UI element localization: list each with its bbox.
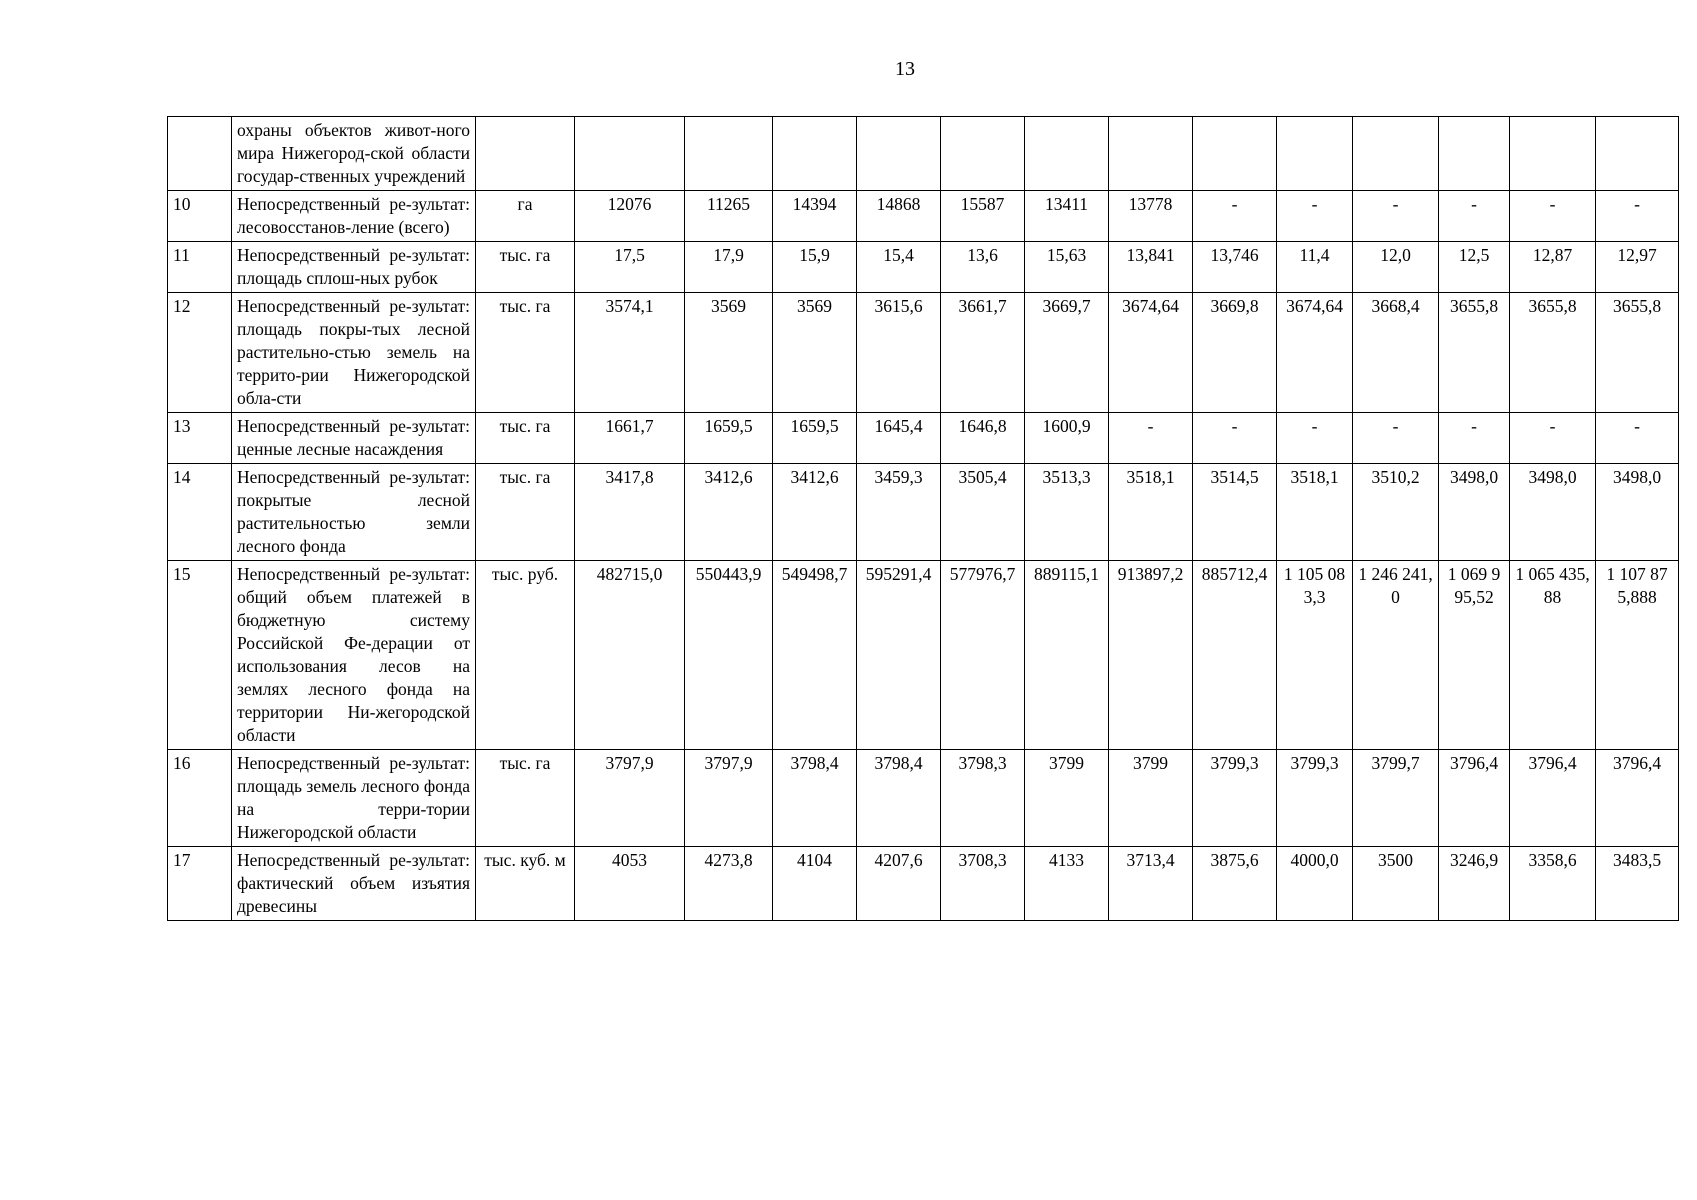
table-row [168,464,1679,561]
value-cell: 13,746 [1193,242,1277,293]
row-number-cell: 16 [168,750,232,847]
value-cell: 3510,2 [1353,464,1439,561]
value-cell: - [1193,191,1277,242]
value-cell: 3498,0 [1510,464,1596,561]
value-cell: 1659,5 [685,413,773,464]
value-cell: 12,0 [1353,242,1439,293]
value-cell: - [1596,413,1679,464]
value-cell: 577976,7 [941,561,1025,750]
value-cell: 3797,9 [575,750,685,847]
value-cell: 1659,5 [773,413,857,464]
value-cell: 1 069 995,52 [1439,561,1510,750]
value-cell: 3799 [1109,750,1193,847]
indicator-name-cell: охраны объектов живот-ного мира Нижегород-ской области государ-ственных учреждений [232,117,476,191]
indicator-name-cell: Непосредственный ре-зультат: ценные лесные насаждения [232,413,476,464]
value-cell [1353,117,1439,191]
value-cell: 3615,6 [857,293,941,413]
value-cell: 3655,8 [1596,293,1679,413]
row-number-cell: 15 [168,561,232,750]
value-cell: - [1510,191,1596,242]
value-cell: 3661,7 [941,293,1025,413]
value-cell: 3412,6 [773,464,857,561]
value-cell [1277,117,1353,191]
indicator-name-cell: Непосредственный ре-зультат: площадь сплош-ных рубок [232,242,476,293]
indicator-name-cell: Непосредственный ре-зультат: площадь покры-тых лесной растительно-стью земель на террито-рии Нижегородской обла-сти [232,293,476,413]
value-cell: 549498,7 [773,561,857,750]
value-cell: 12,5 [1439,242,1510,293]
value-cell: 550443,9 [685,561,773,750]
value-cell [1193,117,1277,191]
value-cell: 3674,64 [1109,293,1193,413]
table-row [168,561,1679,750]
value-cell: - [1353,413,1439,464]
value-cell: 12,97 [1596,242,1679,293]
value-cell: 3505,4 [941,464,1025,561]
value-cell [1510,117,1596,191]
value-cell: 3669,7 [1025,293,1109,413]
indicators-table [167,116,1679,921]
indicator-name-cell: Непосредственный ре-зультат: площадь земель лесного фонда на терри-тории Нижегородской области [232,750,476,847]
row-number-cell: 11 [168,242,232,293]
value-cell: - [1510,413,1596,464]
unit-cell: га [476,191,575,242]
value-cell: 1 246 241,0 [1353,561,1439,750]
value-cell: 3514,5 [1193,464,1277,561]
value-cell [1025,117,1109,191]
value-cell [941,117,1025,191]
value-cell: 13,841 [1109,242,1193,293]
value-cell: 3655,8 [1510,293,1596,413]
value-cell [575,117,685,191]
value-cell: 12076 [575,191,685,242]
value-cell: 15,63 [1025,242,1109,293]
unit-cell: тыс. га [476,464,575,561]
value-cell: 3498,0 [1439,464,1510,561]
table-row [168,413,1679,464]
value-cell: 3796,4 [1510,750,1596,847]
indicator-name-cell: Непосредственный ре-зультат: покрытые лесной растительностью земли лесного фонда [232,464,476,561]
table-row [168,750,1679,847]
unit-cell: тыс. га [476,413,575,464]
value-cell: 3513,3 [1025,464,1109,561]
value-cell: 11265 [685,191,773,242]
value-cell: 3498,0 [1596,464,1679,561]
value-cell: 3417,8 [575,464,685,561]
value-cell: 482715,0 [575,561,685,750]
row-number-cell: 17 [168,847,232,921]
table-row [168,293,1679,413]
table-row [168,847,1679,921]
value-cell [857,117,941,191]
value-cell: 1 065 435,88 [1510,561,1596,750]
value-cell: 14394 [773,191,857,242]
value-cell: 3412,6 [685,464,773,561]
value-cell: 3796,4 [1439,750,1510,847]
indicator-name-cell: Непосредственный ре-зультат: фактический объем изъятия древесины [232,847,476,921]
value-cell: 12,87 [1510,242,1596,293]
value-cell: 3799,3 [1193,750,1277,847]
value-cell: 1645,4 [857,413,941,464]
value-cell: - [1277,191,1353,242]
value-cell: 14868 [857,191,941,242]
unit-cell: тыс. га [476,242,575,293]
value-cell: - [1277,413,1353,464]
value-cell: 3799,7 [1353,750,1439,847]
value-cell: 3246,9 [1439,847,1510,921]
value-cell [685,117,773,191]
unit-cell [476,117,575,191]
value-cell: 889115,1 [1025,561,1109,750]
value-cell: 3569 [685,293,773,413]
value-cell: 913897,2 [1109,561,1193,750]
value-cell: 3674,64 [1277,293,1353,413]
value-cell: 3655,8 [1439,293,1510,413]
indicator-name-cell: Непосредственный ре-зультат: общий объем платежей в бюджетную систему Российской Фе-дерации от использования лесов на землях лесного фонда на территории Ни-жегородской области [232,561,476,750]
unit-cell: тыс. га [476,293,575,413]
value-cell: 17,5 [575,242,685,293]
value-cell: 595291,4 [857,561,941,750]
value-cell: 3358,6 [1510,847,1596,921]
value-cell: 3797,9 [685,750,773,847]
value-cell: - [1439,191,1510,242]
value-cell: 3518,1 [1277,464,1353,561]
value-cell: 17,9 [685,242,773,293]
unit-cell: тыс. га [476,750,575,847]
unit-cell: тыс. руб. [476,561,575,750]
value-cell: - [1109,413,1193,464]
value-cell: 15,4 [857,242,941,293]
row-number-cell: 14 [168,464,232,561]
value-cell: 3459,3 [857,464,941,561]
value-cell: 1646,8 [941,413,1025,464]
value-cell: 3875,6 [1193,847,1277,921]
value-cell: 1 105 083,3 [1277,561,1353,750]
value-cell: 3483,5 [1596,847,1679,921]
value-cell: 1600,9 [1025,413,1109,464]
value-cell: 3708,3 [941,847,1025,921]
value-cell: 13411 [1025,191,1109,242]
value-cell: 3799,3 [1277,750,1353,847]
value-cell: 11,4 [1277,242,1353,293]
value-cell: 3796,4 [1596,750,1679,847]
table-row [168,117,1679,191]
row-number-cell [168,117,232,191]
value-cell: 3668,4 [1353,293,1439,413]
value-cell: - [1596,191,1679,242]
value-cell: 15587 [941,191,1025,242]
value-cell: 15,9 [773,242,857,293]
value-cell: 3500 [1353,847,1439,921]
value-cell: 4053 [575,847,685,921]
row-number-cell: 10 [168,191,232,242]
value-cell: 3798,3 [941,750,1025,847]
value-cell [773,117,857,191]
value-cell: 3798,4 [773,750,857,847]
value-cell: 4133 [1025,847,1109,921]
value-cell: 4000,0 [1277,847,1353,921]
value-cell: - [1439,413,1510,464]
page-number: 13 [895,58,915,80]
value-cell: 13778 [1109,191,1193,242]
value-cell: 3574,1 [575,293,685,413]
unit-cell: тыс. куб. м [476,847,575,921]
row-number-cell: 12 [168,293,232,413]
value-cell [1109,117,1193,191]
value-cell: 3798,4 [857,750,941,847]
value-cell: 4207,6 [857,847,941,921]
value-cell: 4104 [773,847,857,921]
value-cell: 1 107 875,888 [1596,561,1679,750]
indicator-name-cell: Непосредственный ре-зультат: лесовосстанов-ление (всего) [232,191,476,242]
table-row [168,242,1679,293]
value-cell: 4273,8 [685,847,773,921]
value-cell [1439,117,1510,191]
value-cell: 3669,8 [1193,293,1277,413]
value-cell: 3799 [1025,750,1109,847]
value-cell: - [1353,191,1439,242]
value-cell: 1661,7 [575,413,685,464]
table-row [168,191,1679,242]
value-cell: 885712,4 [1193,561,1277,750]
row-number-cell: 13 [168,413,232,464]
value-cell: 3518,1 [1109,464,1193,561]
value-cell: 3713,4 [1109,847,1193,921]
value-cell: - [1193,413,1277,464]
value-cell: 3569 [773,293,857,413]
value-cell: 13,6 [941,242,1025,293]
value-cell [1596,117,1679,191]
